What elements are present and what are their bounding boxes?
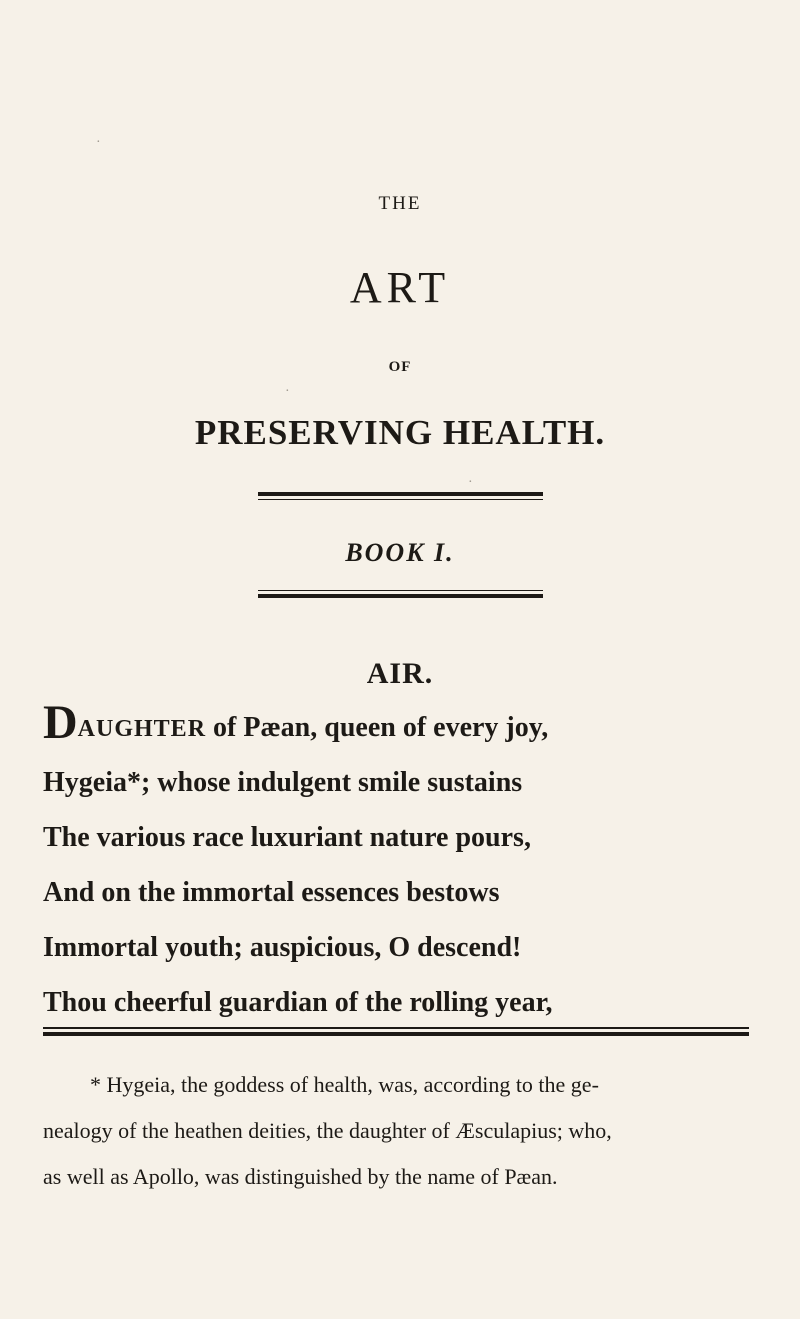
paper-speck: · xyxy=(96,135,101,150)
footnote-line: nealogy of the heathen deities, the daughter of Æsculapius; who, xyxy=(43,1118,612,1143)
poem-line: Immortal youth; auspicious, O descend! xyxy=(43,932,522,963)
drop-cap: D xyxy=(43,696,78,749)
title-the: THE xyxy=(378,193,422,214)
poem-line: Hygeia*; whose indulgent smile sustains xyxy=(43,767,523,798)
title-art: ART xyxy=(349,263,451,312)
poem-line: Thou cheerful guardian of the rolling year, xyxy=(43,987,553,1018)
footnote xyxy=(43,1062,763,1200)
first-word-smallcaps: AUGHTER xyxy=(77,716,207,742)
poem-line xyxy=(43,696,763,755)
footnote-rule-thick xyxy=(43,1032,749,1036)
ornamental-rule-thin xyxy=(258,590,543,591)
poem-line: And on the immortal essences bestows xyxy=(43,877,500,908)
book-heading: BOOK I. xyxy=(345,538,455,567)
paper-speck: · xyxy=(468,475,473,490)
poem-body xyxy=(43,696,763,1030)
ornamental-rule-thin xyxy=(258,499,543,500)
paper-speck: · xyxy=(285,384,290,399)
footnote-rule-thin xyxy=(43,1027,749,1029)
title-of: OF xyxy=(388,359,412,375)
footnote-line: as well as Apollo, was distinguished by the name of Pæan. xyxy=(43,1164,558,1189)
poem-line-text: of Pæan, queen of every joy, xyxy=(206,712,549,743)
title-preserving-health: PRESERVING HEALTH. xyxy=(194,413,606,452)
footnote-line: * Hygeia, the goddess of health, was, according to the ge- xyxy=(90,1072,599,1097)
section-heading: AIR. xyxy=(366,657,434,690)
poem-line: The various race luxuriant nature pours, xyxy=(43,822,531,853)
ornamental-rule-thick xyxy=(258,594,543,598)
ornamental-rule-thick xyxy=(258,492,543,496)
